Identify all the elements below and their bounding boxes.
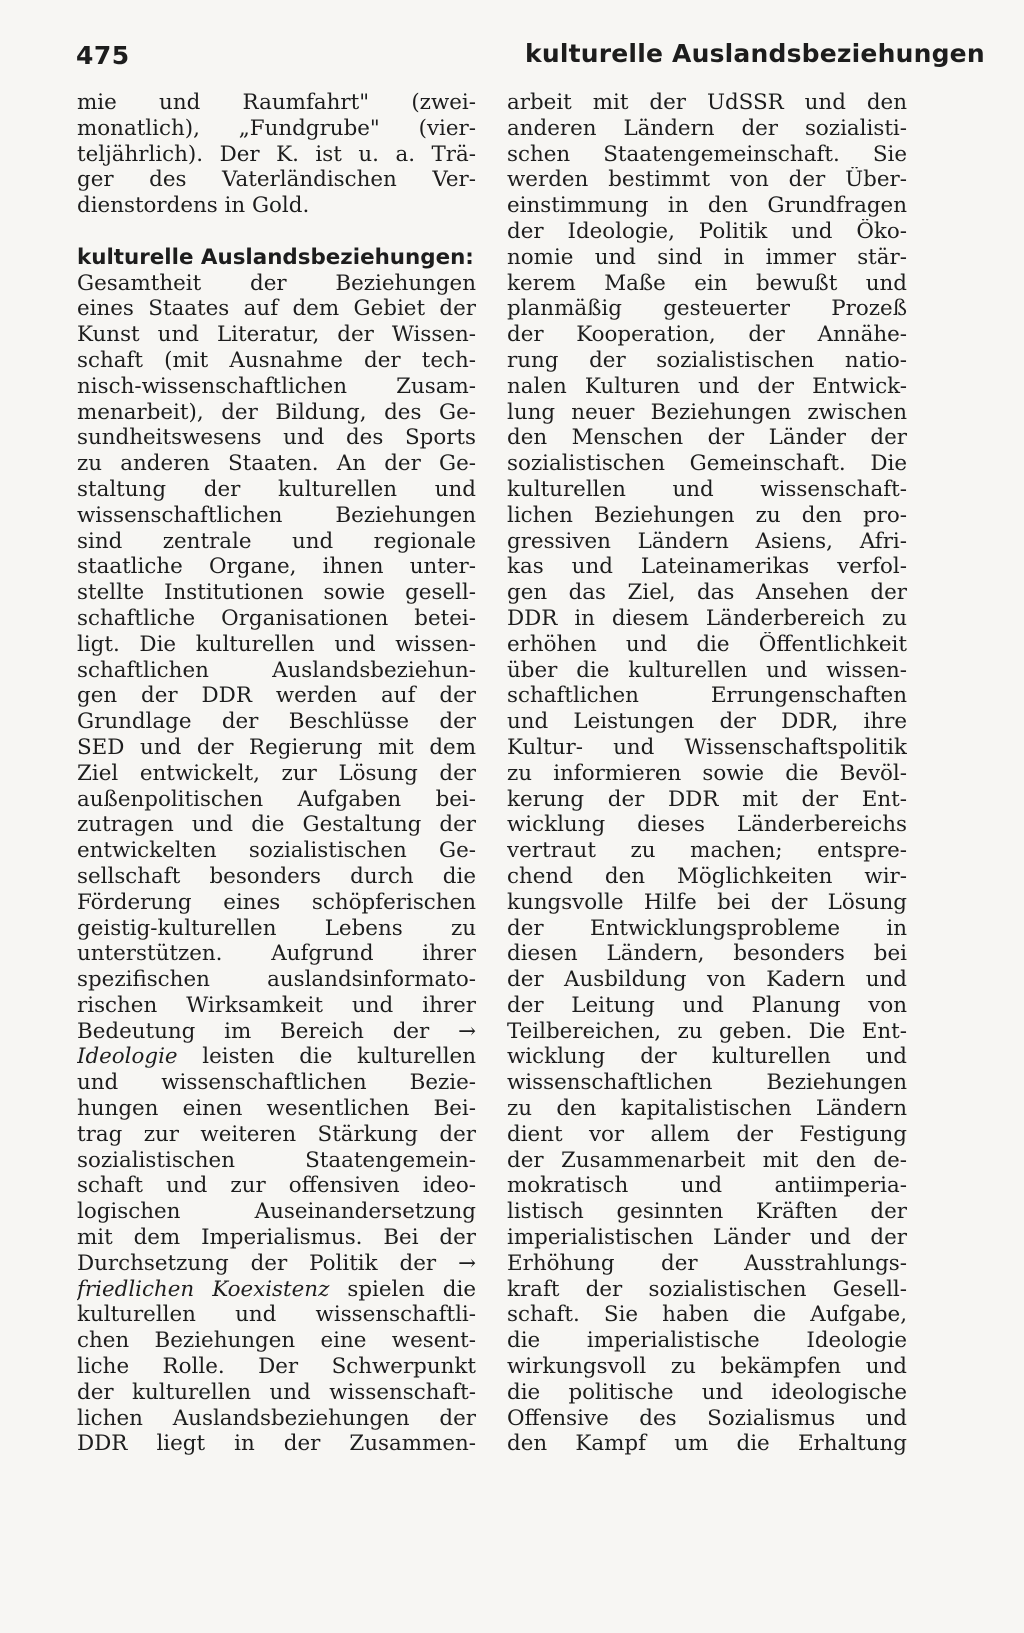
text-segment: kungsvolle Hilfe bei der Lösung bbox=[507, 889, 907, 915]
text-line bbox=[77, 503, 476, 529]
text-line bbox=[507, 322, 907, 348]
text-line bbox=[507, 1380, 907, 1406]
text-line bbox=[507, 1070, 907, 1096]
text-line bbox=[507, 193, 907, 219]
text-line bbox=[77, 1277, 476, 1303]
text-segment: die politische und ideologische bbox=[507, 1379, 907, 1405]
text-line bbox=[77, 1044, 476, 1070]
text-segment: sundheitswesens und des Sports bbox=[77, 425, 476, 451]
text-line bbox=[77, 967, 476, 993]
text-line bbox=[77, 529, 476, 555]
text-line bbox=[77, 1328, 476, 1354]
text-segment: sind zentrale und regionale bbox=[77, 528, 476, 554]
text-line bbox=[507, 1122, 907, 1148]
text-line bbox=[77, 1199, 476, 1225]
text-segment: werden bestimmt von der Über- bbox=[507, 167, 907, 193]
text-segment: entwickelten sozialistischen Ge- bbox=[77, 838, 476, 864]
text-line bbox=[77, 606, 476, 632]
text-line bbox=[507, 1354, 907, 1380]
text-line bbox=[77, 1096, 476, 1122]
text-line bbox=[77, 1251, 476, 1277]
text-segment: der Ideologie, Politik und Öko- bbox=[507, 218, 907, 244]
text-segment: dient vor allem der Festigung bbox=[507, 1121, 907, 1147]
text-line bbox=[77, 1070, 476, 1096]
text-segment: schaftliche Organisationen betei- bbox=[77, 605, 476, 631]
text-line bbox=[77, 1302, 476, 1328]
text-segment: unterstützen. Aufgrund ihrer bbox=[77, 941, 476, 967]
text-segment: mie und Raumfahrt" (zwei- bbox=[77, 90, 476, 115]
text-line bbox=[77, 451, 476, 477]
text-segment: der kulturellen und wissenschaft- bbox=[77, 1379, 476, 1405]
text-segment: wissenschaftlichen Beziehungen bbox=[77, 502, 476, 528]
text-line bbox=[77, 812, 476, 838]
text-segment: kas und Lateinamerikas verfol- bbox=[507, 554, 907, 580]
text-line bbox=[77, 916, 476, 942]
page-number: 475 bbox=[76, 41, 130, 70]
text-line bbox=[507, 425, 907, 451]
text-segment: kulturellen und wissenschaftli- bbox=[77, 1302, 476, 1328]
text-line bbox=[507, 1173, 907, 1199]
text-segment: rung der sozialistischen natio- bbox=[507, 347, 907, 373]
text-segment: dienstordens in Gold. bbox=[77, 193, 310, 219]
text-line bbox=[77, 683, 476, 709]
text-segment: erhöhen und die Öffentlichkeit bbox=[507, 631, 907, 657]
text-segment: wicklung der kulturellen und bbox=[507, 1044, 907, 1070]
text-line bbox=[77, 580, 476, 606]
text-line bbox=[77, 193, 476, 219]
text-segment: eines Staates auf dem Gebiet der bbox=[77, 296, 476, 322]
running-head: kulturelle Auslandsbeziehungen bbox=[525, 39, 985, 68]
text-segment: wicklung dieses Länderbereichs bbox=[507, 812, 907, 838]
text-line bbox=[507, 993, 907, 1019]
text-segment: Ziel entwickelt, zur Lösung der bbox=[77, 760, 476, 786]
text-line bbox=[507, 916, 907, 942]
text-line bbox=[77, 142, 476, 168]
text-line bbox=[77, 1225, 476, 1251]
text-line bbox=[507, 219, 907, 245]
text-line bbox=[77, 787, 476, 813]
text-line bbox=[77, 864, 476, 890]
text-line bbox=[77, 1406, 476, 1432]
text-line bbox=[77, 90, 476, 116]
text-line bbox=[77, 425, 476, 451]
text-line bbox=[77, 374, 476, 400]
text-segment: der Entwicklungsprobleme in bbox=[507, 915, 907, 941]
text-line bbox=[77, 1354, 476, 1380]
text-segment: arbeit mit der UdSSR und den bbox=[507, 90, 907, 115]
text-segment: den Kampf um die Erhaltung bbox=[507, 1431, 907, 1457]
text-line bbox=[77, 1122, 476, 1148]
text-line bbox=[507, 451, 907, 477]
text-line bbox=[507, 503, 907, 529]
text-line bbox=[507, 941, 907, 967]
text-segment: lichen Auslandsbeziehungen der bbox=[77, 1405, 476, 1431]
text-line bbox=[507, 1302, 907, 1328]
text-segment: gen der DDR werden auf der bbox=[77, 683, 476, 709]
text-segment: kulturellen und wissenschaft- bbox=[507, 476, 907, 502]
text-segment: Kultur- und Wissenschaftspolitik bbox=[507, 734, 907, 760]
text-line bbox=[507, 1277, 907, 1303]
text-segment: schaft. Sie haben die Aufgabe, bbox=[507, 1302, 907, 1328]
left-text-column bbox=[77, 90, 476, 1457]
text-segment: lung neuer Beziehungen zwischen bbox=[507, 399, 907, 425]
text-segment: die imperialistische Ideologie bbox=[507, 1328, 907, 1354]
text-line bbox=[77, 116, 476, 142]
text-line bbox=[77, 554, 476, 580]
text-segment: zu informieren sowie die Bevöl- bbox=[507, 760, 907, 786]
text-segment: DDR liegt in der Zusammen- bbox=[77, 1431, 476, 1457]
text-segment: den Menschen der Länder der bbox=[507, 425, 907, 451]
text-segment: lichen Beziehungen zu den pro- bbox=[507, 502, 907, 528]
text-line bbox=[507, 761, 907, 787]
text-line bbox=[507, 167, 907, 193]
text-segment: über die kulturellen und wissen- bbox=[507, 657, 907, 683]
text-segment: Teilbereichen, zu geben. Die Ent- bbox=[507, 1018, 907, 1044]
text-line bbox=[507, 1044, 907, 1070]
text-segment: außenpolitischen Aufgaben bei- bbox=[77, 786, 476, 812]
text-segment: einstimmung in den Grundfragen bbox=[507, 193, 907, 219]
text-segment: Durchsetzung der Politik der → bbox=[77, 1250, 476, 1276]
text-segment: kraft der sozialistischen Gesell- bbox=[507, 1276, 907, 1302]
text-segment: schaftlichen Auslandsbeziehun- bbox=[77, 657, 476, 683]
text-line bbox=[507, 90, 907, 116]
text-line bbox=[507, 142, 907, 168]
text-segment: zu anderen Staaten. An der Ge- bbox=[77, 451, 476, 477]
text-line bbox=[77, 296, 476, 322]
text-segment: der Leitung und Planung von bbox=[507, 992, 907, 1018]
text-line bbox=[507, 1225, 907, 1251]
text-segment: chend den Möglichkeiten wir- bbox=[507, 863, 907, 889]
text-line bbox=[507, 864, 907, 890]
text-line bbox=[77, 838, 476, 864]
text-segment: schaft (mit Ausnahme der tech- bbox=[77, 347, 476, 373]
text-line bbox=[507, 683, 907, 709]
text-segment: ger des Vaterländischen Ver- bbox=[77, 167, 476, 193]
text-segment: schaftlichen Errungenschaften bbox=[507, 683, 907, 709]
text-segment: gen das Ziel, das Ansehen der bbox=[507, 580, 907, 606]
text-segment: Kunst und Literatur, der Wissen- bbox=[77, 322, 476, 348]
text-segment: Bedeutung im Bereich der → bbox=[77, 1018, 476, 1044]
text-line bbox=[507, 554, 907, 580]
text-segment: und wissenschaftlichen Bezie- bbox=[77, 1070, 476, 1096]
text-segment: planmäßig gesteuerter Prozeß bbox=[507, 296, 907, 322]
text-line bbox=[77, 1019, 476, 1045]
text-line bbox=[77, 400, 476, 426]
text-segment: wirkungsvoll zu bekämpfen und bbox=[507, 1354, 907, 1380]
text-segment: stellte Institutionen sowie gesell- bbox=[77, 580, 476, 606]
text-line bbox=[507, 529, 907, 555]
text-line bbox=[507, 967, 907, 993]
text-line bbox=[77, 1173, 476, 1199]
text-segment: schaft und zur offensiven ideo- bbox=[77, 1173, 476, 1199]
text-segment: sozialistischen Gemeinschaft. Die bbox=[507, 451, 907, 477]
text-line bbox=[507, 245, 907, 271]
text-segment: staatliche Organe, ihnen unter- bbox=[77, 554, 476, 580]
text-line bbox=[507, 296, 907, 322]
text-line bbox=[507, 658, 907, 684]
text-segment: der Kooperation, der Annähe- bbox=[507, 322, 907, 348]
text-line bbox=[507, 1251, 907, 1277]
text-line bbox=[77, 761, 476, 787]
text-segment: Gesamtheit der Beziehungen bbox=[77, 270, 476, 296]
text-segment: liche Rolle. Der Schwerpunkt bbox=[77, 1354, 476, 1380]
text-segment: menarbeit), der Bildung, des Ge- bbox=[77, 399, 476, 425]
text-segment: gressiven Ländern Asiens, Afri- bbox=[507, 528, 907, 554]
text-line bbox=[507, 1199, 907, 1225]
text-line bbox=[507, 709, 907, 735]
text-line bbox=[77, 735, 476, 761]
text-segment: nomie und sind in immer stär- bbox=[507, 244, 907, 270]
entry-headword: kulturelle Auslandsbeziehungen: bbox=[77, 244, 474, 270]
text-segment: logischen Auseinandersetzung bbox=[77, 1199, 476, 1225]
text-segment: spezifischen auslandsinformato- bbox=[77, 967, 476, 993]
text-segment: sozialistischen Staatengemein- bbox=[77, 1147, 476, 1173]
text-segment: spielen die bbox=[329, 1276, 476, 1302]
text-segment: teljährlich). Der K. ist u. a. Trä- bbox=[77, 141, 476, 167]
text-segment: Grundlage der Beschlüsse der bbox=[77, 709, 476, 735]
text-line bbox=[507, 812, 907, 838]
text-segment: leisten die kulturellen bbox=[177, 1044, 476, 1070]
text-line bbox=[507, 632, 907, 658]
right-text-column bbox=[507, 90, 907, 1457]
text-segment: monatlich), „Fundgrube" (vier- bbox=[77, 115, 476, 141]
paragraph-gap bbox=[77, 219, 476, 245]
text-line bbox=[507, 400, 907, 426]
text-segment: trag zur weiteren Stärkung der bbox=[77, 1121, 476, 1147]
text-segment: imperialistischen Länder und der bbox=[507, 1225, 907, 1251]
text-line bbox=[77, 245, 476, 271]
text-segment: und Leistungen der DDR, ihre bbox=[507, 709, 907, 735]
text-segment: rischen Wirksamkeit und ihrer bbox=[77, 992, 476, 1018]
text-line bbox=[77, 167, 476, 193]
text-line bbox=[77, 271, 476, 297]
text-line bbox=[507, 271, 907, 297]
text-line bbox=[507, 374, 907, 400]
text-segment: SED und der Regierung mit dem bbox=[77, 734, 476, 760]
text-line bbox=[507, 606, 907, 632]
text-segment: staltung der kulturellen und bbox=[77, 476, 476, 502]
text-segment: geistig-kulturellen Lebens zu bbox=[77, 915, 476, 941]
text-segment: zu den kapitalistischen Ländern bbox=[507, 1096, 907, 1122]
text-line bbox=[507, 1431, 907, 1457]
text-segment: ligt. Die kulturellen und wissen- bbox=[77, 631, 476, 657]
text-line bbox=[507, 477, 907, 503]
text-segment: schen Staatengemeinschaft. Sie bbox=[507, 141, 907, 167]
text-segment: sellschaft besonders durch die bbox=[77, 863, 476, 889]
text-line bbox=[507, 1406, 907, 1432]
text-segment: mit dem Imperialismus. Bei der bbox=[77, 1225, 476, 1251]
text-line bbox=[77, 941, 476, 967]
text-line bbox=[77, 1148, 476, 1174]
text-segment: vertraut zu machen; entspre- bbox=[507, 838, 907, 864]
text-line bbox=[507, 890, 907, 916]
text-line bbox=[77, 477, 476, 503]
text-segment: der Ausbildung von Kadern und bbox=[507, 967, 907, 993]
text-segment: mokratisch und antiimperia- bbox=[507, 1173, 907, 1199]
cross-reference: friedlichen Koexistenz bbox=[77, 1276, 330, 1302]
text-segment: kerung der DDR mit der Ent- bbox=[507, 786, 907, 812]
text-line bbox=[77, 993, 476, 1019]
text-segment: kerem Maße ein bewußt und bbox=[507, 270, 907, 296]
text-segment: DDR in diesem Länderbereich zu bbox=[507, 605, 907, 631]
text-segment: nalen Kulturen und der Entwick- bbox=[507, 373, 907, 399]
text-segment: listisch gesinnten Kräften der bbox=[507, 1199, 907, 1225]
text-segment: Förderung eines schöpferischen bbox=[77, 889, 476, 915]
text-line bbox=[77, 348, 476, 374]
text-line bbox=[507, 838, 907, 864]
text-line bbox=[77, 1431, 476, 1457]
text-segment: nisch-wissenschaftlichen Zusam- bbox=[77, 373, 476, 399]
text-line bbox=[507, 348, 907, 374]
text-line bbox=[77, 658, 476, 684]
text-line bbox=[507, 116, 907, 142]
text-segment: Offensive des Sozialismus und bbox=[507, 1405, 907, 1431]
text-segment: wissenschaftlichen Beziehungen bbox=[507, 1070, 907, 1096]
text-line bbox=[77, 632, 476, 658]
text-line bbox=[507, 1148, 907, 1174]
text-line bbox=[507, 1096, 907, 1122]
cross-reference: Ideologie bbox=[77, 1044, 178, 1070]
text-line bbox=[507, 735, 907, 761]
text-segment: der Zusammenarbeit mit den de- bbox=[507, 1147, 907, 1173]
text-segment: chen Beziehungen eine wesent- bbox=[77, 1328, 476, 1354]
text-segment: Erhöhung der Ausstrahlungs- bbox=[507, 1250, 907, 1276]
text-line bbox=[507, 1019, 907, 1045]
text-segment: diesen Ländern, besonders bei bbox=[507, 941, 907, 967]
text-line bbox=[507, 787, 907, 813]
text-line bbox=[507, 1328, 907, 1354]
text-line bbox=[507, 580, 907, 606]
text-line bbox=[77, 322, 476, 348]
text-line bbox=[77, 1380, 476, 1406]
text-line bbox=[77, 709, 476, 735]
text-segment: anderen Ländern der sozialisti- bbox=[507, 115, 907, 141]
text-line bbox=[77, 890, 476, 916]
text-segment: zutragen und die Gestaltung der bbox=[77, 812, 476, 838]
text-segment: hungen einen wesentlichen Bei- bbox=[77, 1096, 476, 1122]
